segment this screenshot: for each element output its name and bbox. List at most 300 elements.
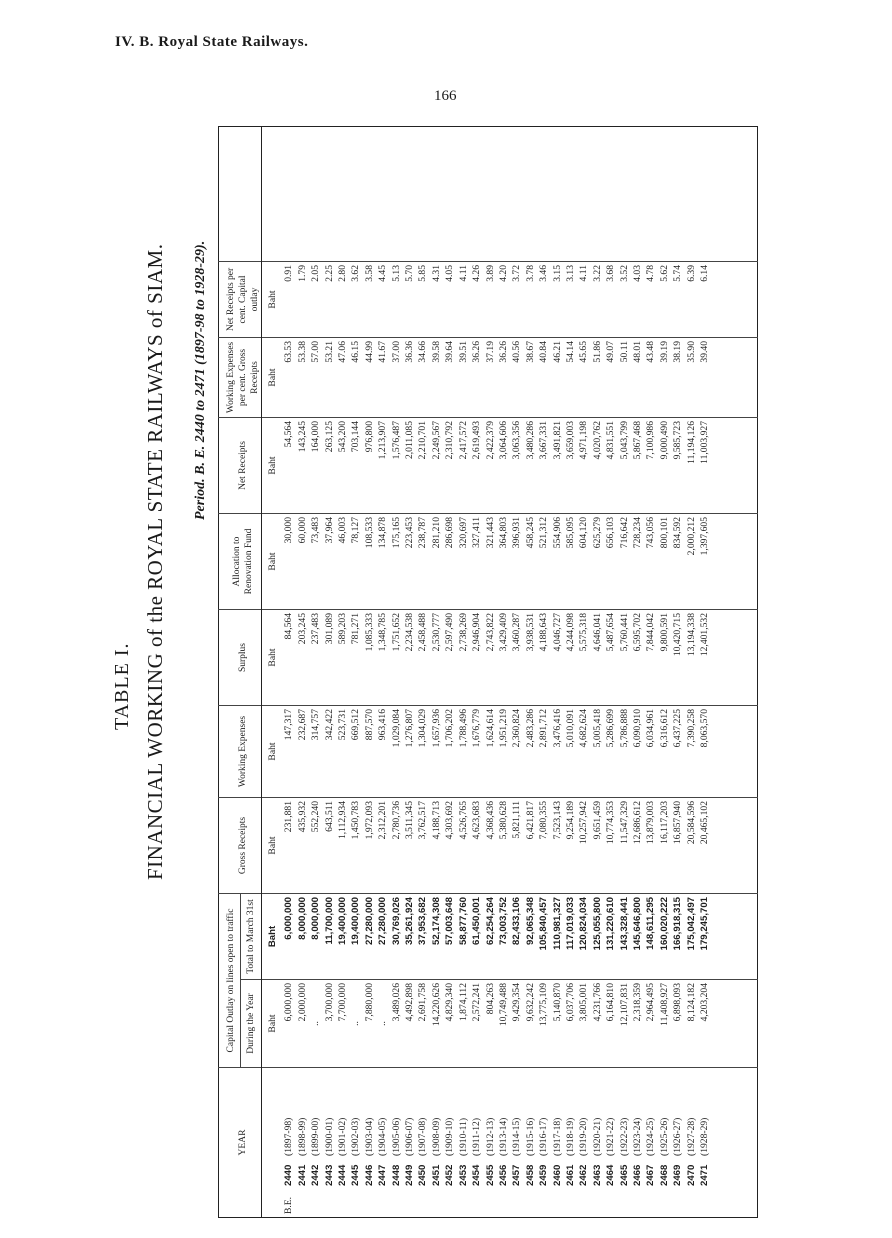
cell-blank [644, 127, 657, 262]
cell-blank [698, 127, 711, 262]
cell-wpct: 53.38 [296, 338, 309, 418]
cell-npct: 4.20 [497, 262, 510, 338]
cell-working: 4,682,624 [577, 706, 590, 798]
cell-during: 804,263 [484, 980, 497, 1068]
table-row [671, 127, 684, 1218]
cell-working: 669,512 [349, 706, 362, 798]
cell-gross: 3,762,517 [416, 798, 429, 894]
cell-surplus: 3,938,531 [524, 610, 537, 706]
year-ce: (1924-25) [645, 1117, 657, 1156]
cell-total: 120,824,034 [577, 894, 590, 980]
cell-during: 10,749,488 [497, 980, 510, 1068]
cell-allocation: 238,787 [416, 514, 429, 610]
cell-working: 1,788,496 [457, 706, 470, 798]
cell-during: 6,037,706 [564, 980, 577, 1068]
cell-gross: 5,821,111 [510, 798, 523, 894]
cell-net: 4,020,762 [591, 418, 604, 514]
cell-total: 19,400,000 [336, 894, 349, 980]
cell-total: 35,261,924 [403, 894, 416, 980]
year-cell [484, 1068, 497, 1218]
cell-blank [658, 127, 671, 262]
year-cell [457, 1068, 470, 1218]
year-ce: (1897-98) [283, 1117, 295, 1156]
unit-label: Baht [262, 338, 283, 418]
cell-blank [336, 127, 349, 262]
year-cell [282, 1068, 295, 1218]
cell-wpct: 40.56 [510, 338, 523, 418]
cell-net: 1,213,907 [376, 418, 389, 514]
cell-allocation: 800,101 [658, 514, 671, 610]
cell-surplus: 2,530,777 [430, 610, 443, 706]
cell-total: 27,280,000 [376, 894, 389, 980]
cell-net: 543,200 [336, 418, 349, 514]
cell-npct: 6.39 [685, 262, 698, 338]
year-cell [309, 1068, 322, 1218]
cell-during: 7,880,000 [363, 980, 376, 1068]
table-row [631, 127, 644, 1218]
cell-wpct: 63.53 [282, 338, 295, 418]
cell-gross: 643,511 [323, 798, 336, 894]
cell-working: 1,276,807 [403, 706, 416, 798]
year-be: 2444 [337, 1164, 349, 1186]
cell-during: .. [309, 980, 322, 1068]
cell-working: 6,090,910 [631, 706, 644, 798]
year-be: 2470 [685, 1164, 697, 1186]
cell-wpct: 49.07 [604, 338, 617, 418]
cell-net: 1,576,487 [390, 418, 403, 514]
year-ce: (1909-10) [444, 1117, 456, 1156]
cell-npct: 3.68 [604, 262, 617, 338]
cell-allocation: 134,878 [376, 514, 389, 610]
year-cell [376, 1068, 389, 1218]
cell-total: 6,000,000 [282, 894, 295, 980]
table-row [591, 127, 604, 1218]
cell-allocation: 286,698 [443, 514, 456, 610]
cell-net: 2,619,493 [470, 418, 483, 514]
table-row [551, 127, 564, 1218]
year-cell [470, 1068, 483, 1218]
cell-gross: 435,932 [296, 798, 309, 894]
cell-gross: 10,257,942 [577, 798, 590, 894]
cell-working: 1,706,202 [443, 706, 456, 798]
cell-net: 2,210,701 [416, 418, 429, 514]
year-cell [591, 1068, 604, 1218]
cell-gross: 7,080,355 [537, 798, 550, 894]
cell-gross: 7,523,143 [551, 798, 564, 894]
unit-label: Baht [262, 514, 283, 610]
cell-npct: 3.13 [564, 262, 577, 338]
table-row [497, 127, 510, 1218]
cell-blank [551, 127, 564, 262]
cell-net: 703,144 [349, 418, 362, 514]
cell-net: 54,564 [282, 418, 295, 514]
cell-working: 3,476,416 [551, 706, 564, 798]
unit-label: Baht [262, 706, 283, 798]
table-row [403, 127, 416, 1218]
cell-blank [430, 127, 443, 262]
cell-surplus: 781,271 [349, 610, 362, 706]
cell-total: 27,280,000 [363, 894, 376, 980]
year-ce: (1906-07) [404, 1117, 416, 1156]
table-row [604, 127, 617, 1218]
year-cell [658, 1068, 671, 1218]
cell-wpct: 46.21 [551, 338, 564, 418]
cell-surplus: 2,597,490 [443, 610, 456, 706]
cell-blank [309, 127, 322, 262]
table-row [577, 127, 590, 1218]
period-label: Period. B. E. 2440 to 2471 (1897-98 to 1928-29). [193, 240, 208, 520]
cell-net: 11,194,126 [685, 418, 698, 514]
year-ce: (1922-23) [618, 1117, 630, 1156]
cell-net: 9,585,723 [671, 418, 684, 514]
cell-wpct: 39.40 [698, 338, 711, 418]
year-cell [524, 1068, 537, 1218]
year-ce: (1903-04) [363, 1117, 375, 1156]
year-be: 2447 [377, 1164, 389, 1186]
cell-during: 3,700,000 [323, 980, 336, 1068]
cell-during: 6,898,093 [671, 980, 684, 1068]
cell-during: 4,492,898 [403, 980, 416, 1068]
year-be: 2464 [605, 1164, 617, 1186]
table-row [618, 127, 631, 1218]
cell-blank [685, 127, 698, 262]
cell-net: 7,100,986 [644, 418, 657, 514]
cell-during: 2,572,241 [470, 980, 483, 1068]
year-be: 2453 [457, 1164, 469, 1186]
cell-during: 3,805,001 [577, 980, 590, 1068]
year-be: 2460 [551, 1164, 563, 1186]
cell-net: 2,249,567 [430, 418, 443, 514]
cell-working: 1,657,936 [430, 706, 443, 798]
cell-total: 11,700,000 [323, 894, 336, 980]
table-row [309, 127, 322, 1218]
cell-total: 145,646,800 [631, 894, 644, 980]
header-capital-outlay: Capital Outlay on lines open to traffic [219, 894, 241, 1068]
cell-gross: 231,881 [282, 798, 295, 894]
cell-gross: 4,623,683 [470, 798, 483, 894]
cell-surplus: 237,483 [309, 610, 322, 706]
cell-gross: 4,526,765 [457, 798, 470, 894]
year-be: 2466 [631, 1164, 643, 1186]
cell-net: 11,003,927 [698, 418, 711, 514]
year-be: 2457 [511, 1164, 523, 1186]
year-be: 2459 [538, 1164, 550, 1186]
year-be: 2441 [296, 1164, 308, 1186]
cell-total: 8,000,000 [296, 894, 309, 980]
cell-surplus: 2,743,822 [484, 610, 497, 706]
cell-surplus: 12,401,532 [698, 610, 711, 706]
cell-total: 58,877,760 [457, 894, 470, 980]
cell-allocation: 1,397,605 [698, 514, 711, 610]
cell-gross: 11,547,329 [618, 798, 631, 894]
cell-net: 2,011,085 [403, 418, 416, 514]
table-title: FINANCIAL WORKING of the ROYAL STATE RAILWAYS of SIAM. [143, 243, 167, 880]
table-row [564, 127, 577, 1218]
cell-blank [564, 127, 577, 262]
cell-allocation: 30,000 [282, 514, 295, 610]
year-ce: (1911-12) [471, 1117, 483, 1156]
cell-wpct: 46.15 [349, 338, 362, 418]
cell-npct: 3.89 [484, 262, 497, 338]
cell-working: 6,316,612 [658, 706, 671, 798]
cell-gross: 4,188,713 [430, 798, 443, 894]
cell-blank [470, 127, 483, 262]
cell-gross: 1,450,783 [349, 798, 362, 894]
cell-gross: 20,584,596 [685, 798, 698, 894]
cell-npct: 2.25 [323, 262, 336, 338]
year-cell [698, 1068, 711, 1218]
cell-during: 2,318,359 [631, 980, 644, 1068]
table-row [457, 127, 470, 1218]
year-ce: (1905-06) [390, 1117, 402, 1156]
cell-surplus: 2,738,269 [457, 610, 470, 706]
cell-allocation: 223,453 [403, 514, 416, 610]
cell-blank [403, 127, 416, 262]
cell-blank [510, 127, 523, 262]
header-blank [219, 127, 262, 262]
cell-net: 5,043,799 [618, 418, 631, 514]
year-cell [323, 1068, 336, 1218]
cell-wpct: 41.67 [376, 338, 389, 418]
cell-npct: 3.15 [551, 262, 564, 338]
year-ce: (1925-26) [658, 1117, 670, 1156]
cell-blank [349, 127, 362, 262]
cell-gross: 4,303,692 [443, 798, 456, 894]
cell-wpct: 50.11 [618, 338, 631, 418]
year-cell [336, 1068, 349, 1218]
year-be: 2446 [363, 1164, 375, 1186]
cell-during: 2,691,758 [416, 980, 429, 1068]
cell-npct: 0.91 [282, 262, 295, 338]
header-year: YEAR [219, 1068, 262, 1218]
cell-surplus: 4,188,643 [537, 610, 550, 706]
cell-npct: 2.05 [309, 262, 322, 338]
year-cell [551, 1068, 564, 1218]
cell-working: 2,360,824 [510, 706, 523, 798]
year-cell [564, 1068, 577, 1218]
year-be: 2452 [444, 1164, 456, 1186]
cell-npct: 3.62 [349, 262, 362, 338]
cell-wpct: 51.86 [591, 338, 604, 418]
cell-total: 37,953,682 [416, 894, 429, 980]
cell-total: 62,254,264 [484, 894, 497, 980]
cell-npct: 5.70 [403, 262, 416, 338]
cell-npct: 5.62 [658, 262, 671, 338]
cell-during: 4,231,766 [591, 980, 604, 1068]
cell-npct: 3.22 [591, 262, 604, 338]
cell-net: 2,422,379 [484, 418, 497, 514]
financial-table-container [218, 126, 758, 1218]
table-row [363, 127, 376, 1218]
cell-working: 6,437,225 [671, 706, 684, 798]
cell-blank [524, 127, 537, 262]
year-cell [403, 1068, 416, 1218]
year-ce: (1927-28) [685, 1117, 697, 1156]
table-heading: TABLE I. [111, 642, 133, 730]
cell-during: 13,775,109 [537, 980, 550, 1068]
year-ce: (1900-01) [323, 1117, 335, 1156]
cell-npct: 4.31 [430, 262, 443, 338]
year-be: 2469 [672, 1164, 684, 1186]
cell-blank [363, 127, 376, 262]
cell-total: 143,328,441 [618, 894, 631, 980]
year-ce: (1918-19) [564, 1117, 576, 1156]
cell-blank [484, 127, 497, 262]
unit-label: Baht [262, 418, 283, 514]
cell-wpct: 39.19 [658, 338, 671, 418]
table-row [323, 127, 336, 1218]
cell-during: 14,220,626 [430, 980, 443, 1068]
cell-blank [416, 127, 429, 262]
cell-wpct: 44.99 [363, 338, 376, 418]
cell-surplus: 5,760,441 [618, 610, 631, 706]
cell-total: 8,000,000 [309, 894, 322, 980]
year-ce: (1926-27) [672, 1117, 684, 1156]
year-ce: (1928-29) [699, 1117, 710, 1156]
header-working-pct: Working Expenses per cent. Gross Receipts [219, 338, 262, 418]
header-allocation: Allocation to Renovation Fund [219, 514, 262, 610]
cell-total: 131,220,610 [604, 894, 617, 980]
table-row [349, 127, 362, 1218]
table-row [416, 127, 429, 1218]
cell-allocation: 364,803 [497, 514, 510, 610]
header-during-year: During the Year [241, 980, 262, 1068]
cell-wpct: 38.67 [524, 338, 537, 418]
cell-surplus: 4,244,098 [564, 610, 577, 706]
cell-working: 1,304,029 [416, 706, 429, 798]
cell-surplus: 84,564 [282, 610, 295, 706]
cell-wpct: 37.00 [390, 338, 403, 418]
cell-gross: 20,465,102 [698, 798, 711, 894]
cell-during: 6,000,000 [282, 980, 295, 1068]
cell-allocation: 743,056 [644, 514, 657, 610]
cell-net: 5,867,468 [631, 418, 644, 514]
year-cell [363, 1068, 376, 1218]
cell-gross: 5,380,628 [497, 798, 510, 894]
year-be: 2455 [484, 1164, 496, 1186]
cell-allocation: 656,103 [604, 514, 617, 610]
cell-wpct: 35.90 [685, 338, 698, 418]
header-net-pct: Net Receipts per cent. Capital outlay [219, 262, 262, 338]
cell-surplus: 2,458,488 [416, 610, 429, 706]
cell-allocation: 585,095 [564, 514, 577, 610]
cell-total: 57,003,648 [443, 894, 456, 980]
cell-blank [577, 127, 590, 262]
cell-blank [390, 127, 403, 262]
cell-gross: 2,312,201 [376, 798, 389, 894]
cell-gross: 16,857,940 [671, 798, 684, 894]
table-row [524, 127, 537, 1218]
table-row [698, 127, 711, 1218]
cell-npct: 4.11 [457, 262, 470, 338]
year-ce: (1914-15) [511, 1117, 523, 1156]
cell-net: 3,667,331 [537, 418, 550, 514]
cell-surplus: 6,595,702 [631, 610, 644, 706]
year-cell [510, 1068, 523, 1218]
table-row [484, 127, 497, 1218]
cell-npct: 4.05 [443, 262, 456, 338]
cell-net: 4,831,551 [604, 418, 617, 514]
cell-npct: 4.11 [577, 262, 590, 338]
unit-label: Baht [262, 798, 283, 894]
cell-total: 92,065,348 [524, 894, 537, 980]
cell-gross: 552,240 [309, 798, 322, 894]
cell-npct: 5.74 [671, 262, 684, 338]
cell-working: 6,034,961 [644, 706, 657, 798]
cell-surplus: 3,429,409 [497, 610, 510, 706]
unit-label: Baht [262, 894, 283, 980]
cell-surplus: 589,203 [336, 610, 349, 706]
cell-blank [443, 127, 456, 262]
cell-net: 3,491,821 [551, 418, 564, 514]
table-row [510, 127, 523, 1218]
cell-during: 7,700,000 [336, 980, 349, 1068]
cell-surplus: 3,460,287 [510, 610, 523, 706]
cell-allocation: 78,127 [349, 514, 362, 610]
table-row [685, 127, 698, 1218]
year-be: 2462 [578, 1164, 590, 1186]
cell-wpct: 39.64 [443, 338, 456, 418]
cell-allocation: 554,906 [551, 514, 564, 610]
cell-allocation: 396,931 [510, 514, 523, 610]
cell-blank [591, 127, 604, 262]
cell-net: 2,310,792 [443, 418, 456, 514]
year-be: 2454 [471, 1164, 483, 1186]
cell-surplus: 203,245 [296, 610, 309, 706]
cell-during: 9,632,242 [524, 980, 537, 1068]
header-working-expenses: Working Expenses [219, 706, 262, 798]
cell-net: 263,125 [323, 418, 336, 514]
cell-npct: 4.03 [631, 262, 644, 338]
year-ce: (1901-02) [337, 1117, 349, 1156]
cell-total: 166,918,315 [671, 894, 684, 980]
year-ce: (1904-05) [377, 1117, 389, 1156]
unit-label: Baht [262, 980, 283, 1068]
cell-net: 3,480,286 [524, 418, 537, 514]
cell-gross: 4,368,436 [484, 798, 497, 894]
cell-surplus: 2,234,538 [403, 610, 416, 706]
cell-net: 143,245 [296, 418, 309, 514]
cell-gross: 1,112,934 [336, 798, 349, 894]
year-cell [349, 1068, 362, 1218]
cell-wpct: 48.01 [631, 338, 644, 418]
cell-working: 1,951,219 [497, 706, 510, 798]
cell-surplus: 301,089 [323, 610, 336, 706]
cell-total: 160,020,222 [658, 894, 671, 980]
year-ce: (1923-24) [631, 1117, 643, 1156]
cell-working: 7,390,258 [685, 706, 698, 798]
cell-npct: 3.46 [537, 262, 550, 338]
cell-working: 2,483,286 [524, 706, 537, 798]
table-body [262, 127, 758, 1218]
cell-allocation: 60,000 [296, 514, 309, 610]
cell-allocation: 458,245 [524, 514, 537, 610]
cell-working: 1,029,084 [390, 706, 403, 798]
year-be: 2465 [618, 1164, 630, 1186]
table-row [644, 127, 657, 1218]
cell-npct: 3.58 [363, 262, 376, 338]
page-number: 166 [434, 88, 457, 104]
year-ce: (1917-18) [551, 1117, 563, 1156]
cell-allocation: 321,443 [484, 514, 497, 610]
cell-during: .. [376, 980, 389, 1068]
cell-wpct: 38.19 [671, 338, 684, 418]
cell-surplus: 5,487,654 [604, 610, 617, 706]
cell-surplus: 2,946,904 [470, 610, 483, 706]
cell-blank [631, 127, 644, 262]
cell-gross: 16,117,203 [658, 798, 671, 894]
cell-blank [618, 127, 631, 262]
